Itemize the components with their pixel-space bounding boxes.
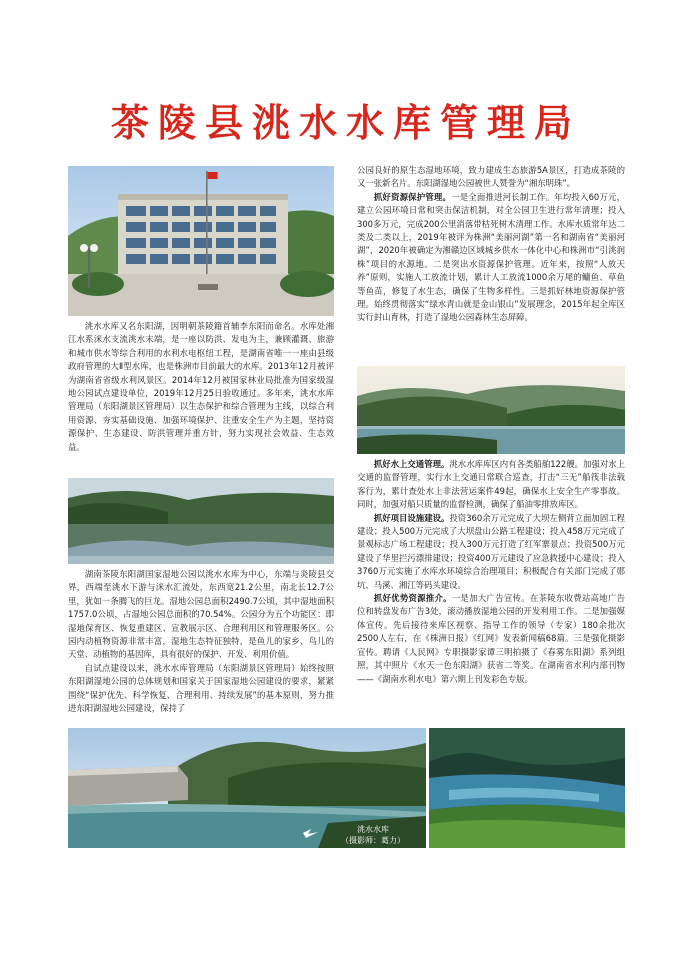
photo-caption-credit: （摄影师：葛力） (341, 836, 405, 845)
project-construction-body: 投资360余万元完成了大坝左侧背立面加固工程建设；投入500万元完成了大坝盘山公路工程建设；投入458万元完成了景观标志广场工程建设；投入300万元打造了红军寨景点；投资500万元建设了华里拦污漂排建设；投资400万元建设了应急救援中心建设；投入3760万元实施了水库水环境综合治理项目；积极配合有关部门完成了郧坑、马溪、湘江等码头建设。 (357, 512, 626, 590)
page-title: 茶陵县洮水水库管理局 (110, 101, 581, 145)
promotion-paragraph (357, 592, 625, 686)
resource-protection-lead: 抓好资源保护管理。 (373, 191, 452, 202)
water-traffic-paragraph (357, 458, 625, 512)
intro-paragraph: 洮水水库又名东阳湖，因明朝茶陵籍首辅李东阳而命名。水库处湘江水系洣水支流洮水末端，是一座以防洪、发电为主，兼顾灌溉、旅游和城市供水等综合利用的水利水电枢纽工程，是湖南省唯一一座由县级政府管理的大Ⅱ型水库，也是株洲市目前最大的水库。2013年12月被评为湖南省省级水利风景区。2014年12月被国家林业局批准为国家级湿地公园试点建设单位，2019年12月25日验收通过。多年来，洮水水库管理局（东阳湖景区管理局）以生态保护和综合管理为主线，以综合利用资源、夯实基础设施、加强环境保护、注重安全生产为主题，坚持资源保护、生态建设、防洪管理并重方针，努力实现社会效益、生态效益。 (68, 321, 334, 452)
project-construction-paragraph (357, 512, 625, 592)
continuation-paragraph: 公园良好的原生态湿地环境，致力建成生态旅游5A景区，打造成茶陵的又一张新名片。东阳湖湿地公园被世人赞誉为“湘东明珠”。 (357, 165, 625, 189)
resource-protection-body: 一是全面推进河长制工作。年均投入60万元，建立公园环境日常和突击保洁机制，对全公园卫生进行常年清理；投入300多万元，完成200公里消落带枯死树木清理工作。水库水质常年达二类及二类以上，2019年被评为株洲“美丽河湖”第一名和湖南省“美丽河湖”，2020年被确定为湘赣边区域城乡供水一体化中心和株洲市“引洮润株”项目的水源地。二是突出水资源保护管理。近年来，按照“人放天养”原则，实施人工放流计划，累计人工放流1000余万尾的鳙鱼、草鱼等鱼苗，修复了水生态，确保了生物多样性。三是抓好林地资源保护管理。始终贯彻落实“绿水青山就是金山银山”发展理念，2015年起全库区实行封山育林，打造了湿地公园森林生态屏障。 (357, 191, 626, 323)
resource-protection-paragraph (357, 191, 625, 325)
construction-paragraph: 自试点建设以来，洮水水库管理局（东阳湖景区管理局）始终按照东阳湖湿地公园的总体规划和国家关于国家湿地公园建设的要求，紧紧围绕“保护优先、科学恢复、合理利用、持续发展”的基本原则，努力推进东阳湖湿地公园建设，保持了 (68, 662, 334, 714)
photo-caption-title: 洮水水库 (357, 825, 389, 834)
wetland-park-paragraph: 湖南茶陵东阳湖国家湿地公园以洮水水库为中心，东端与炎陵县交界，西端至洮水下游与洣水汇流处，东西宽21.2公里，南北长12.7公里，犹如一条腾飞的巨龙。湿地公园总面积2490.7公顷，其中湿地面积1757.0公顷，占湿地公园总面积的70.54%。公园分为五个功能区：即湿地保育区、恢复重建区、宣教展示区、合理利用区和管理服务区。公园内动植物资源非常丰富，湿地生态特征独特，是鱼儿的家乡、鸟儿的天堂、动植物的基因库，具有很好的保护、开发、利用价值。 (68, 569, 334, 660)
lake-reflection-photo (68, 478, 334, 564)
promotion-lead: 抓好优势资源推介。 (373, 593, 452, 604)
water-traffic-body: 洮水水库库区内有各类船舶122艘。加强对水上交通的监督管理，实行水上交通日常联合巡查，打击“三无”船筏非法载客行为，累计查处水上非法营运案件49起，确保水上安全生产零事故。同时，加强对船只质量的监督检测，确保了船油零排放库区。 (357, 459, 626, 510)
left-column-text-bottom (68, 568, 334, 715)
reservoir-landscape-photo (357, 366, 625, 454)
project-construction-lead: 抓好项目设施建设。 (373, 512, 450, 523)
water-traffic-lead: 抓好水上交通管理。 (373, 459, 450, 469)
photo-caption (328, 824, 418, 846)
right-column-text-top (357, 164, 625, 325)
left-column-text-top (68, 320, 334, 454)
lake-forest-photo (429, 728, 625, 848)
office-building-photo (68, 166, 334, 316)
right-column-text-bottom (357, 458, 625, 686)
promotion-body: 一是加大广告宣传。在茶陵东收费站高地广告位和转盘发布广告3处，滚动播放湿地公园的开发利用工作。二是加强媒体宣传。先后接待来库区视察、指导工作的领导（专家）180余批次2500人左右，在《株洲日报》《红网》发表新闻稿68篇。三是强化摄影宣传。聘请《人民网》专职摄影家谭三明拍摄了《春雾东阳湖》系列组照，其中照片《水天一色东阳湖》获省二等奖。在湖南省水利内部刊物——《湖南水利水电》第六期上刊发彩色专版。 (357, 593, 626, 684)
